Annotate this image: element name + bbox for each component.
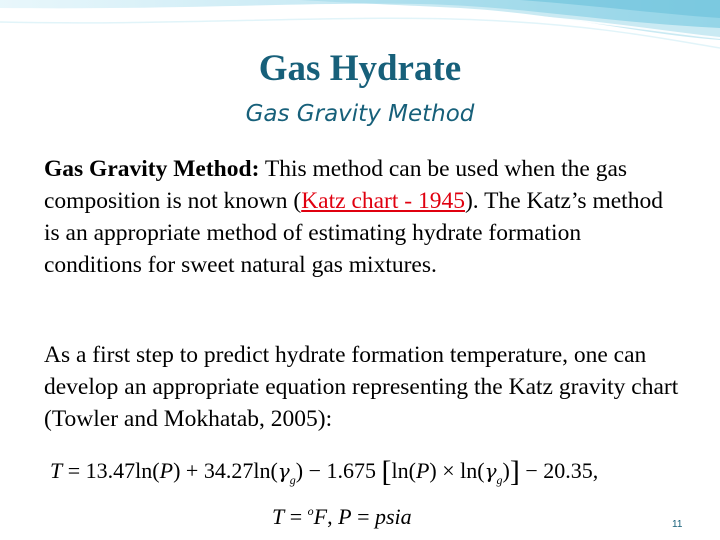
units-psia: psia — [375, 504, 412, 529]
eq-ln: ln( — [391, 458, 416, 483]
units-equals: = — [351, 504, 375, 529]
eq-sub-g: g — [289, 473, 296, 487]
units-equation — [272, 504, 412, 530]
eq-rparen: ) — [173, 458, 181, 483]
eq-coef-4: 20.35, — [543, 458, 599, 483]
paragraph-lead: Gas Gravity Method: — [44, 156, 260, 182]
eq-ln: ln( — [135, 458, 160, 483]
eq-coef-1: 13.47 — [85, 458, 136, 483]
units-var-p: P — [338, 504, 352, 529]
slide-title: Gas Hydrate — [258, 48, 462, 89]
eq-lbracket: [ — [381, 455, 392, 488]
hydrate-temperature-equation — [50, 455, 690, 489]
eq-rbracket: ] — [509, 455, 520, 488]
eq-coef-3: 1.675 — [326, 458, 376, 483]
eq-sub-g: g — [496, 473, 503, 487]
units-f: F — [313, 504, 328, 529]
eq-coef-2: 34.27 — [203, 458, 254, 483]
eq-plus: + — [180, 458, 204, 483]
paragraph-gas-gravity-method — [44, 153, 684, 281]
eq-rparen: ) — [502, 458, 510, 483]
eq-minus: − — [303, 458, 327, 483]
slide-subtitle: Gas Gravity Method — [245, 101, 475, 127]
eq-minus: − — [519, 458, 544, 483]
eq-rparen: ) — [429, 458, 437, 483]
units-comma: , — [327, 504, 339, 529]
eq-var-p: P — [415, 458, 430, 483]
units-var-t: T — [272, 504, 285, 529]
paragraph-text: This method can be used when the gas composition is not known ( — [44, 156, 628, 214]
paragraph-first-step: As a first step to predict hydrate formation temperature, one can develop an appropriate equation representing the Katz gravity chart (Towler and Mokhatab, 2005): — [44, 342, 679, 432]
katz-chart-link[interactable]: Katz chart - 1945 — [301, 188, 465, 214]
eq-var-t: T — [50, 458, 63, 483]
eq-rparen: ) — [295, 458, 304, 483]
eq-gamma: γ — [277, 459, 290, 483]
eq-equals: = — [62, 458, 86, 483]
page-number: 11 — [672, 519, 683, 530]
eq-gamma: γ — [484, 459, 497, 483]
eq-ln: ln( — [253, 458, 278, 483]
paragraph-text-continued: ). The Katz’s method is an appropriate method of estimating hydrate formation conditions for sweet natural gas mixtures. — [44, 188, 663, 278]
units-equals: = — [284, 504, 308, 529]
eq-var-p: P — [159, 458, 174, 483]
eq-times: × — [436, 458, 461, 483]
units-degree: o — [307, 504, 314, 518]
eq-ln: ln( — [460, 458, 485, 483]
